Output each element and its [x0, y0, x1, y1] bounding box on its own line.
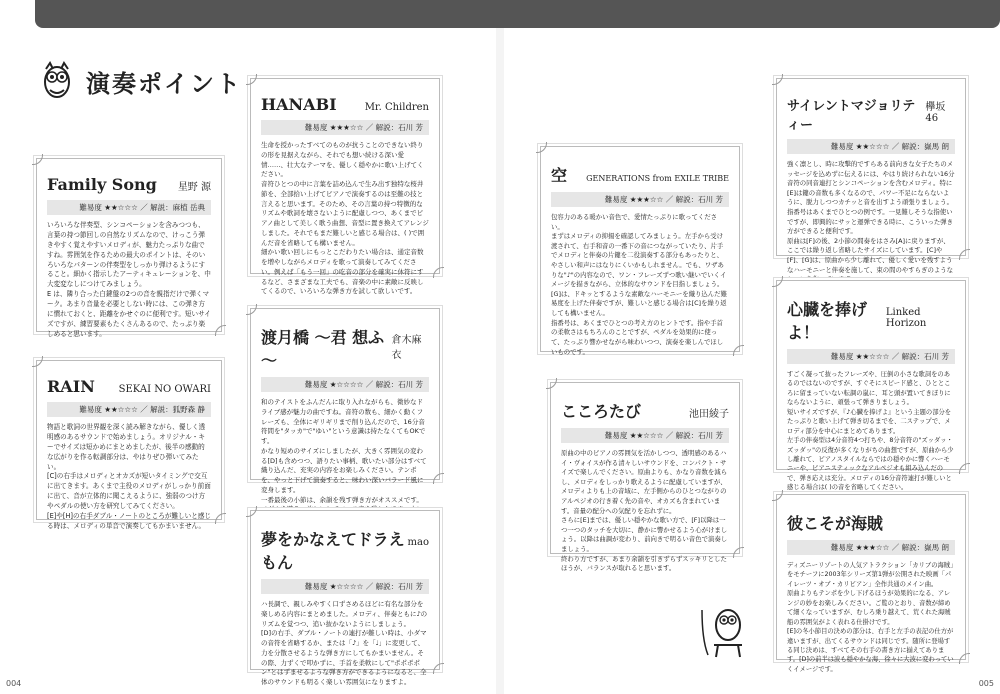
- song-meta: 難易度 ★★★☆☆ ／ 解説：石川 芳: [551, 192, 729, 207]
- song-card-hanabi: [250, 78, 440, 296]
- song-body: 物語と歌詞の世界観を深く読み解きながら、優しく透明感のあるサウンドで始めましょう。オリジナル・キーでサイズは短かめにまとめましたが、後半の感動的な広がりを作る転調部分は、やはりぜひ弾いてみたい。 [C]の右手はメロディとオカズが短いタイミングで交互に出てきます。あくまで主役のメロディがしっかり前面に出て、音が立体的に聞こえるように、強弱のつけ方やペダルの使い方を研究してみてください。 [E]や[H]の右手ダブル・ノートのところが難しいと感じる時は、メロディの単音で演奏してもかまいません。: [47, 423, 212, 530]
- page-number-left: 004: [6, 679, 22, 688]
- song-card-sora: [540, 146, 740, 356]
- song-body: 原曲の中のピアノの雰囲気を活かしつつ、透明感のあるハイ・ヴォイスが作る清々しいサウンドを、コンパクト・サイズで楽しんでください。原曲よりも、かなり音数を減らし、メロディをしっかり歌えるように配慮していますが、メロディよりも上の音域に、左手側からのひとつながりのアルペジオの行き着く先の音や、オカズも含まれています。音量の配分への気配りを忘れずに。 さらに[E]までは、優しい穏やかな歌い方で、[F]以降は一つ一つのタッチを大切に、静かに響かせるよう心がけましょう。以降は曲調が変わり、前向きで明るい音色で演奏しましょう。 終わり方ですが、あまり余韻を引きずらずスッキリとしたほうが、バランスが取れると思います。: [561, 449, 728, 573]
- song-meta: 難易度 ★☆☆☆☆ ／ 解説：石川 芳: [261, 579, 429, 594]
- song-meta: 難易度 ★★☆☆☆ ／ 解説：麻植 岳典: [47, 200, 211, 215]
- song-artist: 倉木麻衣: [391, 335, 422, 361]
- song-card-shinzo: [776, 280, 966, 492]
- song-body: ディズニーリゾートの人気アトラクション「カリブの海賊」をモチーフに2003年シリーズ第1弾が公開された映画「パイレーツ・オブ・カリビアン」全作共通のメイン曲。 原曲よりもテンポを少し下げるほうが効果的になる、アレンジの妙をお楽しみください。ご覧のとおり、音数が締めて細くなっていますが、むしろ乗り越えて、荒くれた海賊船の雰囲気がよく表れる仕掛けです。 [E]の冬小節目の決めの部分は、右手と左手の表記の仕方が違いますが、出てくるサウンドは同じです。随所に登場する同じ決めは、すべてその右手の書き方に揃えてあります。[D]の前半は波も穏やかな海、徐々に大波に変わっていくイメージです。: [787, 562, 954, 673]
- song-title: サイレントマジョリティー: [787, 99, 916, 133]
- left-page: [0, 0, 496, 694]
- song-body: 強く凛とし、時に攻撃的ですらある前向きな女子たちのメッセージを込めずに伝えるには、やはり続けられない16分音符の同音連打とシンコペーションを含むメロディ。特に[E]は鍵の音数も多くなるので、パワー不足にならないように、脱力しつつカチッと音を出すよう頑張りましょう。指番号はあくまでひとつの例です。一見難しそうな指使いですが、即興的にサッと運弾できる時に、こういった弾き方ができると便利です。 原曲は[F]の後、2小節の間奏をはさみ[A]に戻りますが、ここでは繰り返し省略したサイズにしています。[C]や[F]、[G]は、原曲から少し離れて、優しく愛いを残すようなハーモニーと伴奏を施して、束の間のやすらぎのような: [787, 160, 955, 274]
- song-card-kare: [776, 494, 966, 673]
- song-title: HANABI: [261, 95, 337, 114]
- song-title: こころたび: [561, 402, 642, 421]
- top-banner: [35, 0, 1000, 28]
- song-card-kokoro: [550, 382, 740, 573]
- owl-mascot-icon: [40, 60, 74, 102]
- song-artist: 池田綾子: [689, 409, 729, 420]
- song-meta: 難易度 ★★★☆☆ ／ 解説：嶽馬 朗: [787, 540, 955, 555]
- song-card-rain: [36, 360, 222, 530]
- page-title: 演奏ポイント: [86, 68, 242, 98]
- song-body: ハ長調で、親しみやすく口ずさめるほどに有名な部分を楽しめる内容にまとめました。メロディ、伴奏ともに♪のリズムを覚つつ、追い抜かないようにしましょう。 [D]の右手、ダブル・ノートの連打が難しい時は、小ダマの音符を省略するか、または「♪」を「♩」に変更して、力を分散させるような弾き方にしてもかまいません。その際、力ずくで叩かずに、手首を柔軟にして"ポポポポン"とはずませるような弾き方ができるようになると、全体のサウンドも明るく楽しい雰囲気になりますよ。: [261, 600, 428, 686]
- owl-pianist-icon: [694, 595, 754, 665]
- song-body: 生命を授かったすべてのものが抗うことのできない終りの形を見据えながら、それでも想い続ける深い愛情……、壮大なテーマを、優しく穏やかに歌い上げてください。 音符ひとつの中に言葉を詰め込んで生み出す独特な桜井節を、全部拾い上げてピアノで演奏するのは至難の技と言えると思います。そのため、その言葉の持つ特徴的なリズムや歌詞を壊さないように配慮しつつ、あくまでピアノ曲として美しく歌う曲想、音型に置き換えてアレンジしました。それでもまだ難しいと感じる場合は、( )で囲んだ音を省略しても構いません。 細かい歌い回しにもっとこだわりたい場合は、通定音数を増やしながらメロディを歌って演奏してみてください。例えば「もう一回」の吃音の部分を確実に休符にするなど、さまざまな工夫でも、音楽の中に素敵に反映してくるので、いろいろな弾き方を試して欲しいです。: [261, 141, 429, 296]
- song-card-watari: [250, 308, 440, 504]
- section-heading: [40, 60, 242, 102]
- song-title: Family Song: [47, 175, 157, 194]
- song-meta: 難易度 ★★★☆☆ ／ 解説：石川 芳: [261, 120, 429, 135]
- song-meta: 難易度 ★★☆☆☆ ／ 解説：石川 芳: [787, 349, 955, 364]
- song-meta: 難易度 ★★☆☆☆ ／ 解説：嶽馬 朗: [787, 139, 955, 154]
- song-title: 夢をかなえてドラえもん: [261, 530, 405, 572]
- song-artist: mao: [407, 537, 429, 548]
- song-artist: Mr. Children: [364, 102, 429, 113]
- song-body: 包容力のある暖かい音色で、愛情たっぷりに歌ってください。 まずはメロディの抑揚を確認してみましょう。左手から受け渡されて、右手和音の一番下の音につながっていたり、片手でメロディと伴奏の片鍵を二役演奏する部分もあったりと、やさしい和声にはなりにくいかもしれません。でも、ワザありな"♪"の内容なので、ワン・フレーズずつ歌い継いでいくイメージを描きながら、立体的なサウンドを目指しましょう。 [G]は、ドキッとするような素敵なハーモニーを織り込んだ難易度を上げた伴奏ですが、難しいと感じる場合は[C]を繰り返しても構いません。 指番号は、あくまでひとつの考え方のヒントです。指や手首の柔軟さはもちろんのことですが、ペダルを効果的に使って、たっぷり響かせながら味わいつつ、演奏を楽しんでほしいものです。: [551, 213, 727, 356]
- song-artist: 欅坂46: [925, 102, 946, 124]
- song-card-yume: [250, 510, 440, 686]
- song-title: RAIN: [47, 377, 95, 396]
- song-body: 和のテイストをふんだんに取り入れながらも、微妙なドライブ感が魅力の曲ですね。音符の数も、細かく動くフレーズも、全体にギリギリまで削り込んだので、16分音符間を"タッカ"で"ゆい"という意識は持たなくてもOKです。 かなり短めのサイズにしましたが、大きく雰囲気の変わる[D]も含めつつ、語りたい事柄、歌いたい部分はすべて織り込んだ、充実の内容をお楽しみください。テンポを、やっと下げて演奏すると、味わい深いバラード風に変身します。 一番最後の小節は、余韻を残す弾き方がオススメです。: [261, 398, 427, 504]
- song-meta: 難易度 ★☆☆☆☆ ／ 解説：石川 芳: [261, 377, 429, 392]
- song-title: 心臓を捧げよ！: [787, 300, 868, 342]
- song-body: すごく凝って抜ったフレーズや、圧倒の小さな歌詞をのあるのではないのですが、すぐそにスピード感と、ひとところに留まっていない転調の嵐に、耳と頭が置いてきぼりにならないように、頑張って弾きりましょう。 短いサイズですが、『♪心臓を捧げよ』という主題の部分をたっぷりと歌い上げて弾き切るまでを、二ステップで、メロディ部分を中心にまとめてあります。 左手の伴奏型は4分音符4つ打ちや、8分音符の"ズッダッ・ズッダッ"の反復が多くなりがちの曲想ですが、原曲から少し離れて、ピアノスタイルならではの穏やかに響くハーモニーや、ピアニスティックなアルペジオも組み込んだので、弾き応えは充分。メロディの16分音符連打が難しいと感じる場合は( )の音を省略してください。: [787, 371, 954, 492]
- song-meta: 難易度 ★★☆☆☆ ／ 解説：石川 芳: [561, 428, 729, 443]
- song-title: 彼こそが海賊: [787, 514, 884, 533]
- song-artist: GENERATIONS from EXILE TRIBE: [586, 174, 729, 183]
- song-artist: Linked Horizon: [885, 307, 927, 329]
- right-page: [504, 0, 1000, 694]
- song-title: 空: [551, 166, 568, 185]
- song-title: 渡月橋 ～君 想ふ～: [261, 328, 385, 370]
- song-artist: SEKAI NO OWARI: [118, 384, 211, 395]
- song-artist: 星野 源: [177, 182, 211, 193]
- song-card-silent: [776, 78, 966, 274]
- song-meta: 難易度 ★★☆☆☆ ／ 解説：狐野森 静: [47, 402, 211, 417]
- song-card-family: [36, 158, 222, 338]
- page-number-right: 005: [978, 679, 994, 688]
- song-body: いろいろな伴奏型、シンコペーションを含みつつも、言葉の持つ節回しの自然なリズムなので、けっこう弾きやすく覚えやすいメロディが、魅力たっぷりな曲ですね。雰囲気を作るための最大のポイントは、そのいろいろなパターンの伴奏型をしっかり弾けるようにすること。細かく指示したアーティキュレーションを、中大変変なしにつけてみましょう。 E は、隣り合った白鍵盤の2つの音を親指だけで弾くマーク。あまり音量を必要としない時には、この弾き方に慣れておくと、距離をかせぐのに便利です。短いサイズですが、練習要素もたくさんあるので、たっぷり楽しめると思います。: [47, 221, 211, 338]
